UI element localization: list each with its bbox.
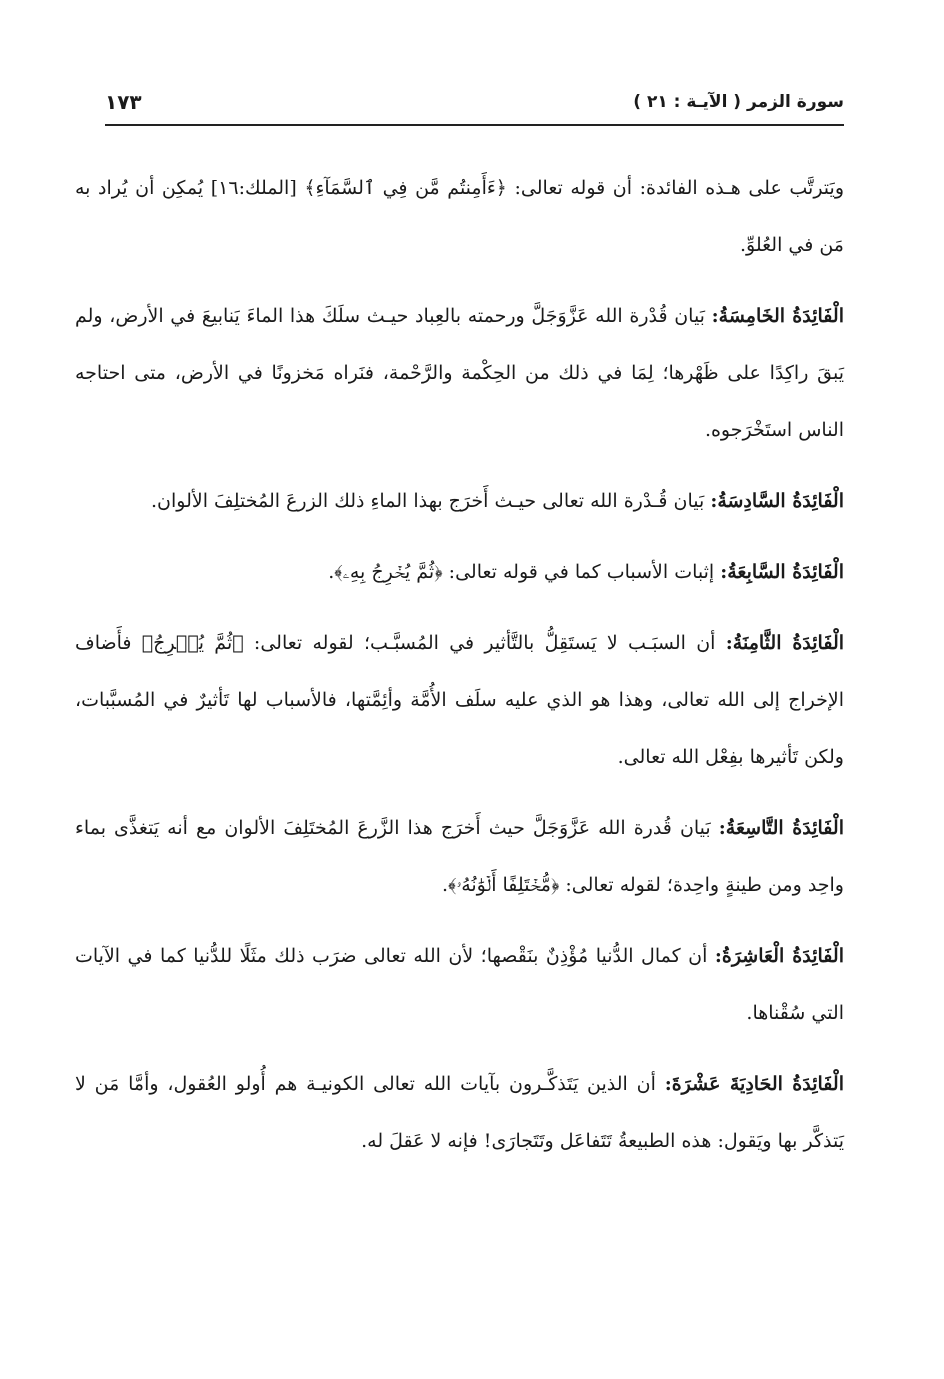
paragraph-1 [75,160,844,274]
page-header [105,90,844,126]
benefit-label: الْفَائِدَةُ السَّادِسَةُ: [710,490,844,512]
benefit-label: الْفَائِدَةُ الثَّامِنَةُ: [725,632,845,654]
benefit-label: الْفَائِدَةُ الخَامِسَةُ: [711,305,844,327]
paragraph-5 [75,288,844,459]
paragraph-9 [75,800,844,914]
paragraph-11 [75,1056,844,1170]
paragraph-text: أن كمال الدُّنيا مُؤْذِنٌ بنَقْصها؛ لأن الله تعالى ضرَب ذلك مثَلًا للدُّنيا كما في الآيات التي سُقْناها. [75,945,844,1024]
paragraph-text: بَيان قُدْرة الله عَزَّوَجَلَّ ورحمته بالعِباد حيـث سلَكَ هذا الماءَ يَنابيعَ في الأرض، ولم يَبقَ راكِدًا على ظَهْرها؛ لِمَا في ذلك من الحِكْمة والرَّحْمة، فنَراه مَخزونًا في الأرض، متى احتاجه الناس استَخْرَجوه. [75,305,844,441]
paragraph-7 [75,544,844,601]
benefit-label: الْفَائِدَةُ التَّاسِعَةُ: [718,817,844,839]
paragraph-text: بَيان قُدرة الله عَزَّوَجَلَّ حيث أَخرَج هذا الزَّرعَ المُختَلِفَ الألوان مع أنه يَتغذَّى بماء واحِد ومن طينةٍ واحِدة؛ لقوله تعالى: ﴿مُّخۡتَلِفًا أَلۡوَٰنُهُۥ﴾. [75,817,844,896]
paragraph-text: إثبات الأسباب كما في قوله تعالى: ﴿ثُمَّ يُخۡرِجُ بِهِۦ﴾. [328,561,715,583]
page-number: ١٧٣ [105,90,142,114]
benefit-label: الْفَائِدَةُ السَّابِعَةُ: [720,561,844,583]
paragraph-10 [75,928,844,1042]
benefit-label: الْفَائِدَةُ الحَادِيَةَ عَشْرَةَ: [664,1073,844,1095]
page-body [75,160,844,1184]
paragraph-8 [75,615,844,786]
paragraph-6 [75,473,844,530]
paragraph-text: أن الذين يَتَذكَّـرون بآيات الله تعالى الكونيـة هم أُولو العُقول، وأمَّا مَن لا يَتذكَّر بها ويَقول: هذه الطبيعةُ تَتَفاعَل وتَتَجارَى! فإنه لا عَقلَ له. [75,1073,844,1152]
running-title: سورة الزمر ( الآيـة : ٢١ ) [633,92,844,112]
paragraph-text: ويَترتَّب على هـذه الفائدة: أن قوله تعالى: ﴿ءَأَمِنتُم مَّن فِي ٱلسَّمَآءِ﴾ [الملك:١٦] يُمكِن أن يُراد به مَن في العُلوِّ. [75,177,844,256]
benefit-label: الْفَائِدَةُ الْعَاشِرَةُ: [714,945,844,967]
paragraph-text: أن السبَـب لا يَستَقِلُّ بالتَّأثير في المُسبَّـب؛ لقوله تعالى: ﴿ثُمَّ يُخۡرِجُ﴾ فأَضاف الإخراج إلى الله تعالى، وهذا هو الذي عليه سلَف الأُمَّة وأئِمَّتها، فالأسباب لها تَأثيرٌ في المُسبَّبات، ولكن تَأثيرها بفِعْل الله تعالى. [75,632,844,768]
paragraph-text: بَيان قُـدْرة الله تعالى حيـث أَخرَج بهذا الماءِ ذلك الزرعَ المُختلِفَ الألوان. [151,490,705,512]
